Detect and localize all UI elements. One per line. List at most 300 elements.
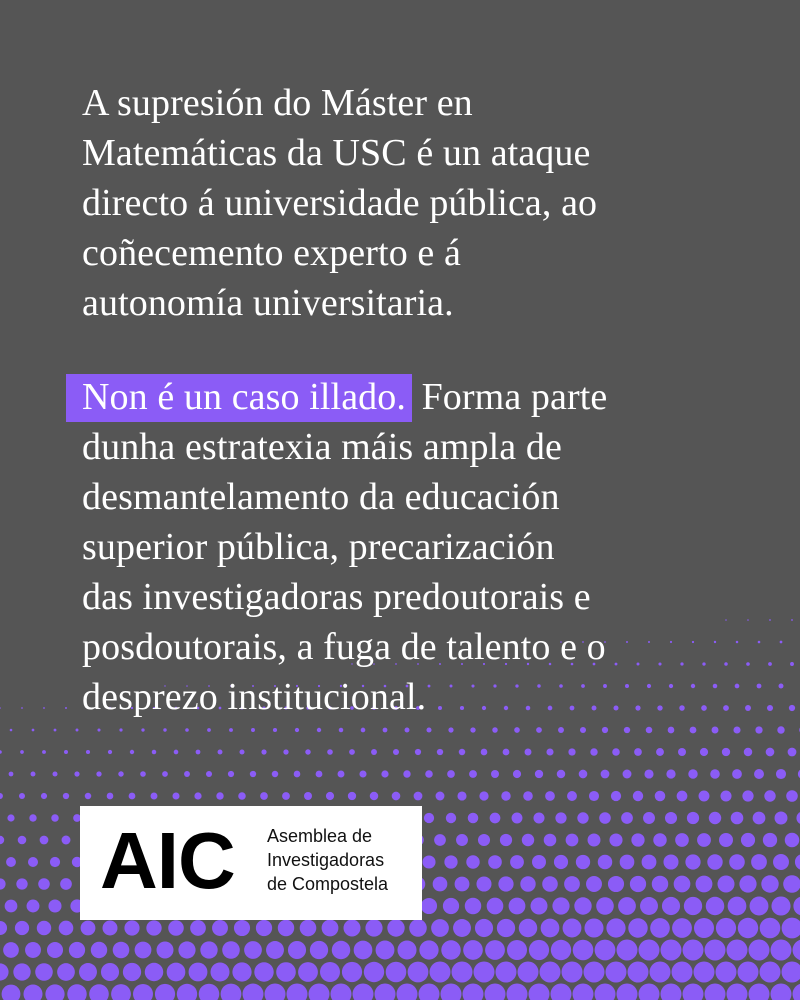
halftone-dot	[717, 875, 734, 892]
halftone-dot	[529, 940, 549, 960]
halftone-dot	[85, 793, 91, 799]
halftone-dot	[509, 898, 526, 915]
halftone-dot	[244, 941, 262, 959]
halftone-dot	[31, 772, 36, 777]
halftone-dot	[563, 919, 582, 938]
halftone-dot	[157, 942, 174, 959]
halftone-dot	[305, 749, 310, 754]
halftone-dot	[23, 984, 42, 1000]
halftone-dot	[732, 769, 742, 779]
halftone-dot	[712, 727, 719, 734]
halftone-dot	[574, 897, 591, 914]
context-paragraph	[82, 372, 742, 722]
logo-org-name	[267, 824, 388, 896]
halftone-dot	[107, 793, 114, 800]
halftone-dot	[119, 728, 122, 731]
halftone-dot	[573, 940, 594, 961]
halftone-dot	[738, 962, 759, 983]
halftone-dot	[595, 940, 616, 961]
halftone-dot	[0, 707, 1, 709]
halftone-dot	[199, 984, 220, 1000]
halftone-dot	[661, 940, 682, 961]
halftone-dot	[628, 962, 649, 983]
halftone-dot	[782, 962, 800, 983]
halftone-dot	[79, 963, 97, 981]
paragraph-first-line	[82, 372, 742, 422]
halftone-dot	[512, 813, 523, 824]
halftone-dot	[434, 834, 446, 846]
halftone-dot	[27, 900, 40, 913]
halftone-dot	[25, 942, 41, 958]
halftone-dot	[76, 729, 79, 732]
halftone-dot	[741, 833, 755, 847]
halftone-dot	[455, 877, 470, 892]
halftone-dot	[300, 920, 317, 937]
halftone-dot	[620, 855, 635, 870]
halftone-dot	[617, 940, 638, 961]
paragraph-line: desmantelamento da educación	[82, 476, 560, 518]
halftone-dot	[749, 940, 770, 961]
halftone-dot	[20, 750, 24, 754]
halftone-dot	[466, 855, 479, 868]
halftone-dot	[514, 727, 520, 733]
halftone-dot	[518, 962, 539, 983]
halftone-dot	[74, 771, 79, 776]
halftone-dot	[381, 770, 388, 777]
halftone-dot	[687, 812, 699, 824]
halftone-dot	[492, 727, 498, 733]
halftone-dot	[710, 769, 720, 779]
halftone-dot	[0, 793, 3, 799]
halftone-dot	[523, 791, 533, 801]
halftone-dot	[468, 813, 479, 824]
halftone-dot	[457, 791, 466, 800]
halftone-dot	[661, 984, 682, 1000]
halftone-dot	[745, 705, 751, 711]
halftone-dot	[771, 940, 792, 961]
halftone-dot	[675, 833, 689, 847]
halftone-dot	[322, 920, 339, 937]
halftone-dot	[453, 919, 471, 937]
halftone-dot	[729, 854, 745, 870]
halftone-dot	[295, 728, 299, 732]
halftone-dot	[124, 920, 139, 935]
halftone-dot	[419, 984, 440, 1000]
halftone-dot	[254, 962, 273, 981]
halftone-dot	[767, 705, 773, 711]
halftone-dot	[618, 897, 636, 915]
halftone-dot	[206, 771, 212, 777]
halftone-dot	[288, 941, 306, 959]
halftone-dot	[588, 834, 601, 847]
halftone-dot	[540, 962, 561, 983]
halftone-dot	[86, 750, 90, 754]
halftone-dot	[261, 749, 266, 754]
halftone-dot	[216, 792, 223, 799]
halftone-dot	[589, 791, 599, 801]
halftone-dot	[674, 876, 691, 893]
halftone-dot	[683, 984, 704, 1000]
halftone-dot	[103, 921, 118, 936]
halftone-dot	[562, 962, 583, 983]
halftone-dot	[609, 833, 622, 846]
halftone-dot	[320, 962, 340, 982]
halftone-dot	[67, 984, 86, 1000]
halftone-dot	[146, 920, 161, 935]
halftone-dot	[700, 748, 708, 756]
halftone-dot	[573, 984, 594, 1000]
halftone-dot	[7, 814, 14, 821]
halftone-dot	[672, 918, 692, 938]
halftone-dot	[668, 727, 675, 734]
halftone-dot	[18, 836, 27, 845]
halftone-dot	[623, 770, 632, 779]
halftone-dot	[652, 876, 668, 892]
halftone-dot	[294, 771, 301, 778]
halftone-dot	[419, 940, 438, 959]
halftone-dot	[690, 727, 697, 734]
halftone-dot	[365, 919, 382, 936]
halftone-dot	[96, 771, 101, 776]
halftone-dot	[387, 919, 404, 936]
halftone-dot	[757, 684, 762, 689]
halftone-dot	[766, 748, 775, 757]
halftone-dot	[552, 897, 569, 914]
halftone-dot	[656, 748, 664, 756]
halftone-dot	[221, 984, 242, 1000]
paragraph-line: autonomía universitaria.	[82, 282, 454, 324]
halftone-dot	[771, 984, 792, 1000]
halftone-dot	[238, 792, 246, 800]
halftone-dot	[424, 813, 434, 823]
halftone-dot	[6, 857, 16, 867]
halftone-dot	[282, 792, 290, 800]
halftone-dot	[250, 771, 256, 777]
halftone-dot	[0, 750, 2, 754]
halftone-dot	[631, 833, 644, 846]
halftone-dot	[260, 792, 268, 800]
halftone-dot	[650, 962, 671, 983]
halftone-dot	[383, 728, 388, 733]
logo-org-line: Asemblea de	[267, 826, 373, 846]
halftone-dot	[272, 771, 279, 778]
halftone-dot	[742, 790, 753, 801]
halftone-dot	[666, 769, 675, 778]
halftone-dot	[727, 984, 748, 1000]
halftone-dot	[50, 857, 60, 867]
halftone-dot	[431, 919, 449, 937]
halftone-dot	[750, 897, 769, 916]
halftone-dot	[405, 728, 410, 733]
halftone-dot	[567, 791, 577, 801]
halftone-dot	[598, 855, 613, 870]
halftone-dot	[15, 921, 29, 935]
halftone-dot	[697, 833, 711, 847]
halftone-dot	[447, 770, 455, 778]
halftone-dot	[168, 920, 184, 936]
halftone-dot	[694, 962, 715, 983]
halftone-dot	[475, 919, 493, 937]
halftone-dot	[64, 750, 68, 754]
halftone-dot	[222, 941, 240, 959]
halftone-dot	[510, 855, 524, 869]
halftone-dot	[178, 941, 195, 958]
halftone-dot	[59, 921, 74, 936]
halftone-dot	[779, 684, 784, 689]
halftone-dot	[354, 941, 373, 960]
halftone-dot	[558, 727, 564, 733]
halftone-dot	[611, 791, 621, 801]
halftone-dot	[239, 749, 244, 754]
logo-org-line: Investigadoras	[267, 850, 385, 870]
halftone-dot	[577, 812, 588, 823]
halftone-dot	[62, 836, 71, 845]
halftone-dot	[155, 984, 175, 1000]
halftone-dot	[481, 749, 488, 756]
halftone-dot	[606, 962, 627, 983]
halftone-dot	[123, 963, 141, 981]
halftone-dot	[172, 792, 179, 799]
halftone-dot	[520, 876, 535, 891]
halftone-dot	[783, 875, 800, 893]
halftone-dot	[130, 750, 134, 754]
halftone-dot	[228, 771, 234, 777]
halftone-dot	[643, 812, 655, 824]
halftone-dot	[456, 834, 468, 846]
halftone-dot	[599, 812, 611, 824]
halftone-dot	[218, 750, 223, 755]
paragraph-line: A supresión do Máster en	[82, 82, 473, 124]
halftone-dot	[719, 833, 733, 847]
halftone-dot	[764, 790, 775, 801]
halftone-dot	[256, 920, 272, 936]
halftone-dot	[47, 942, 63, 958]
halftone-dot	[89, 984, 109, 1000]
halftone-dot	[57, 963, 75, 981]
halftone-dot	[522, 834, 534, 846]
halftone-dot	[91, 942, 107, 958]
halftone-dot	[234, 920, 250, 936]
halftone-dot	[564, 876, 580, 892]
halftone-dot	[141, 728, 144, 731]
halftone-dot	[364, 962, 384, 982]
halftone-dot	[490, 813, 501, 824]
halftone-dot	[485, 984, 506, 1000]
halftone-dot	[397, 940, 416, 959]
halftone-dot	[393, 749, 399, 755]
halftone-dot	[545, 791, 555, 801]
halftone-dot	[101, 963, 119, 981]
halftone-dot	[426, 727, 431, 732]
halftone-dot	[48, 899, 61, 912]
halftone-dot	[546, 748, 553, 755]
halftone-dot	[771, 896, 790, 915]
halftone-dot	[487, 898, 504, 915]
halftone-dot	[32, 729, 35, 732]
halftone-dot	[488, 855, 502, 869]
halftone-dot	[21, 707, 23, 709]
halftone-dot	[317, 728, 321, 732]
halftone-dot	[791, 619, 793, 621]
halftone-dot	[584, 918, 603, 937]
halftone-dot	[194, 792, 201, 799]
halftone-dot	[554, 855, 568, 869]
halftone-dot	[60, 878, 72, 890]
halftone-dot	[612, 748, 620, 756]
halftone-dot	[485, 940, 505, 960]
halftone-dot	[746, 662, 750, 666]
halftone-dot	[498, 876, 513, 891]
logo-org-line: de Compostela	[267, 874, 389, 894]
halftone-dot	[243, 984, 264, 1000]
halftone-dot	[371, 749, 377, 755]
halftone-dot	[348, 792, 356, 800]
halftone-dot	[38, 878, 50, 890]
halftone-dot	[41, 793, 47, 799]
halftone-dot	[709, 812, 721, 824]
halftone-dot	[478, 834, 490, 846]
halftone-dot	[470, 727, 475, 732]
halftone-dot	[361, 728, 366, 733]
halftone-dot	[129, 793, 136, 800]
halftone-dot	[265, 984, 286, 1000]
halftone-dot	[437, 749, 443, 755]
halftone-dot	[397, 984, 418, 1000]
halftone-dot	[196, 750, 201, 755]
halftone-dot	[555, 812, 566, 823]
halftone-dot	[501, 791, 510, 800]
halftone-dot	[43, 707, 45, 709]
halftone-dot	[677, 791, 688, 802]
halftone-dot	[699, 791, 710, 802]
halftone-dot	[519, 919, 538, 938]
halftone-dot	[251, 728, 255, 732]
halftone-dot	[0, 836, 4, 844]
halftone-dot	[793, 984, 800, 1000]
halftone-dot	[793, 896, 800, 915]
paragraph-line: das investigadoras predoutorais e	[82, 576, 591, 618]
halftone-dot	[760, 962, 781, 983]
halftone-dot	[177, 984, 197, 1000]
halftone-dot	[392, 792, 401, 801]
halftone-dot	[497, 919, 515, 937]
halftone-dot	[37, 921, 51, 935]
halftone-dot	[722, 748, 730, 756]
halftone-dot	[430, 962, 451, 983]
halftone-dot	[316, 771, 323, 778]
halftone-dot	[795, 854, 800, 870]
halftone-dot	[479, 791, 488, 800]
halftone-dot	[163, 728, 166, 731]
halftone-dot	[739, 875, 756, 892]
halftone-dot	[135, 942, 152, 959]
halftone-dot	[542, 876, 558, 892]
halftone-dot	[536, 727, 542, 733]
halftone-dot	[617, 984, 638, 1000]
halftone-dot	[310, 941, 328, 959]
halftone-dot	[751, 854, 767, 870]
halftone-dot	[349, 749, 355, 755]
halftone-dot	[621, 812, 633, 824]
halftone-dot	[630, 876, 646, 892]
halftone-dot	[19, 793, 25, 799]
halftone-dot	[754, 769, 764, 779]
halftone-dot	[436, 792, 445, 801]
halftone-dot	[758, 641, 761, 644]
halftone-dot	[266, 941, 284, 959]
halftone-dot	[568, 748, 575, 755]
halftone-dot	[2, 985, 21, 1000]
halftone-dot	[386, 962, 407, 983]
halftone-dot	[465, 898, 481, 914]
halftone-dot	[145, 963, 163, 981]
halftone-dot	[65, 707, 67, 709]
halftone-dot	[229, 728, 233, 732]
halftone-dot	[474, 962, 495, 983]
halftone-dot	[415, 749, 421, 755]
halftone-dot	[728, 897, 747, 916]
halftone-dot	[422, 855, 435, 868]
halftone-dot	[63, 793, 69, 799]
paragraph-line: posdoutorais, a fuga de talento e o	[82, 626, 606, 668]
halftone-dot	[69, 942, 85, 958]
halftone-dot	[463, 984, 484, 1000]
halftone-dot	[304, 792, 312, 800]
halftone-dot	[716, 918, 736, 938]
halftone-dot	[54, 729, 57, 732]
halftone-dot	[476, 876, 491, 891]
halftone-dot	[707, 854, 722, 869]
halftone-dot	[789, 705, 795, 711]
halftone-dot	[174, 750, 179, 755]
halftone-dot	[45, 984, 64, 1000]
halftone-dot	[278, 920, 294, 936]
halftone-dot	[140, 771, 146, 777]
halftone-dot	[602, 727, 608, 733]
halftone-dot	[5, 900, 18, 913]
halftone-dot	[684, 897, 702, 915]
halftone-dot	[459, 749, 466, 756]
halftone-dot	[52, 771, 57, 776]
halftone-dot	[448, 727, 453, 732]
halftone-dot	[500, 834, 512, 846]
halftone-dot	[663, 854, 678, 869]
halftone-dot	[343, 919, 360, 936]
halftone-dot	[720, 790, 731, 801]
halftone-dot	[761, 875, 778, 892]
halftone-dot	[642, 855, 657, 870]
halftone-dot	[639, 940, 660, 961]
halftone-dot	[596, 897, 614, 915]
halftone-dot	[190, 920, 206, 936]
halftone-dot	[414, 792, 423, 801]
halftone-dot	[706, 897, 725, 916]
halftone-dot	[210, 962, 229, 981]
halftone-dot	[755, 726, 762, 733]
paragraph-line: desprezo institucional.	[82, 676, 427, 718]
halftone-dot	[532, 855, 546, 869]
halftone-dot	[646, 727, 653, 734]
highlighted-phrase: Non é un caso illado.	[66, 374, 412, 422]
halftone-dot	[0, 921, 7, 935]
halftone-dot	[590, 748, 597, 755]
halftone-dot	[35, 963, 53, 981]
halftone-dot	[793, 940, 800, 961]
halftone-dot	[81, 921, 96, 936]
halftone-dot	[51, 814, 59, 822]
paragraph-line: Matemáticas da USC é un ataque	[82, 132, 591, 174]
halftone-dot	[421, 898, 437, 914]
